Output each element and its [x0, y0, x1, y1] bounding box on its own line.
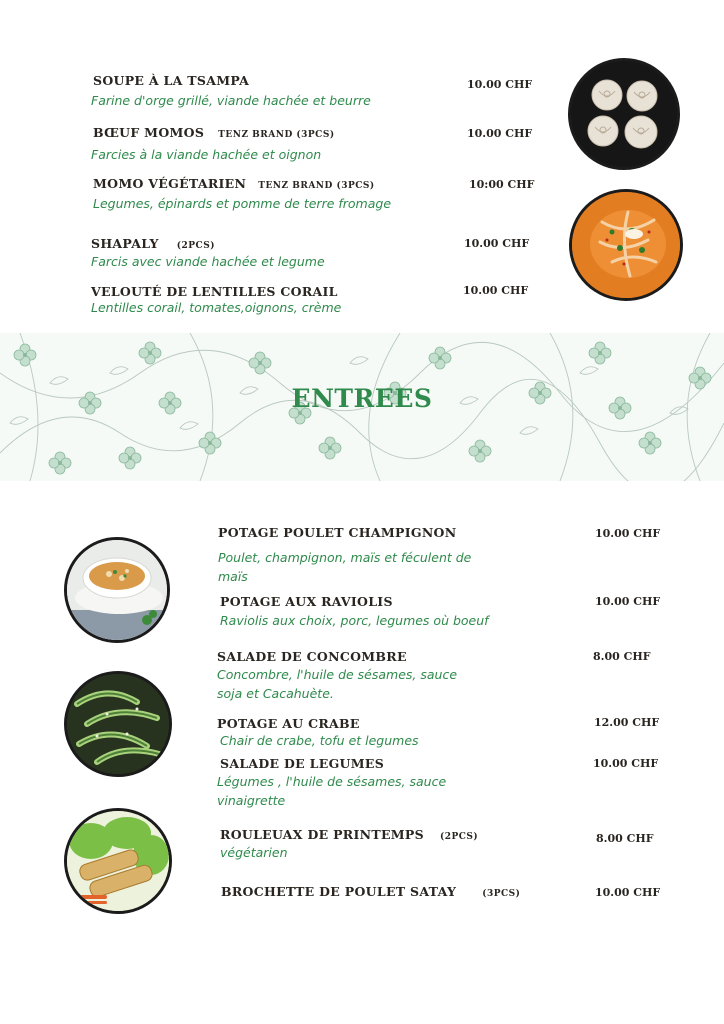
- momos-photo: [568, 58, 680, 170]
- spring-rolls-photo: [64, 808, 172, 914]
- menu-item-name: MOMO VÉGÉTARIEN TENZ BRAND (3PCS): [93, 176, 375, 191]
- menu-item-description: Legumes, épinards et pomme de terre fromage: [93, 196, 392, 211]
- menu-item-price: 10:00 CHF: [469, 178, 535, 191]
- menu-item-description: Farcis avec viande hachée et legume: [91, 254, 325, 269]
- menu-item-name: BROCHETTE DE POULET SATAY (3PCS): [221, 884, 521, 899]
- menu-item-description: végétarien: [220, 845, 288, 860]
- menu-item-name: SHAPALY (2PCS): [91, 236, 215, 251]
- menu-item-name: SALADE DE LEGUMES: [220, 756, 385, 771]
- menu-item-description: Raviolis aux choix, porc, legumes où boeuf: [220, 613, 489, 628]
- menu-item-tag: TENZ BRAND (3PCS): [258, 181, 375, 191]
- menu-item-name: POTAGE AUX RAVIOLIS: [220, 594, 393, 609]
- menu-item-tag: (3PCS): [482, 889, 521, 899]
- menu-item-price: 10.00 CHF: [467, 127, 533, 140]
- menu-item-name: SOUPE À LA TSAMPA: [93, 73, 250, 88]
- menu-item-price: 8.00 CHF: [593, 650, 651, 663]
- menu-item-price: 10.00 CHF: [467, 78, 533, 91]
- menu-item-description: Farine d'orge grillé, viande hachée et beurre: [91, 93, 371, 108]
- menu-item-description: Poulet, champignon, maïs et féculent de maïs: [218, 550, 472, 584]
- cucumber-salad-photo: [64, 671, 172, 777]
- menu-item-price: 10.00 CHF: [595, 886, 661, 899]
- menu-item-name: ROULEUAX DE PRINTEMPS (2PCS): [220, 827, 479, 842]
- menu-item-price: 12.00 CHF: [594, 716, 660, 729]
- menu-item-name: SALADE DE CONCOMBRE: [217, 649, 407, 664]
- menu-item-name: POTAGE AU CRABE: [217, 716, 360, 731]
- curry-soup-photo: [569, 189, 683, 301]
- menu-item-name: POTAGE POULET CHAMPIGNON: [218, 525, 457, 540]
- menu-item-price: 10.00 CHF: [464, 237, 530, 250]
- menu-item-description: Chair de crabe, tofu et legumes: [220, 733, 419, 748]
- section-title: ENTREES: [291, 384, 433, 413]
- menu-item-price: 10.00 CHF: [595, 595, 661, 608]
- menu-item-tag: (2PCS): [439, 832, 479, 842]
- menu-item-description: Farcies à la viande hachée et oignon: [91, 147, 322, 162]
- menu-item-description: Légumes , l'huile de sésames, sauce vinaigrette: [217, 774, 447, 808]
- menu-item-name: BŒUF MOMOS TENZ BRAND (3PCS): [93, 125, 335, 140]
- menu-item-price: 10.00 CHF: [463, 284, 529, 297]
- menu-item-tag: (2PCS): [176, 241, 215, 251]
- menu-item-description: Lentilles corail, tomates,oignons, crème: [91, 300, 342, 315]
- chicken-soup-photo: [64, 537, 170, 643]
- menu-item-name: VELOUTÉ DE LENTILLES CORAIL: [91, 284, 338, 299]
- menu-item-tag: TENZ BRAND (3PCS): [218, 130, 335, 140]
- menu-item-price: 8.00 CHF: [596, 832, 654, 845]
- menu-item-price: 10.00 CHF: [595, 527, 661, 540]
- menu-item-price: 10.00 CHF: [593, 757, 659, 770]
- menu-item-description: Concombre, l'huile de sésames, sauce soja et Cacahuète.: [217, 667, 458, 701]
